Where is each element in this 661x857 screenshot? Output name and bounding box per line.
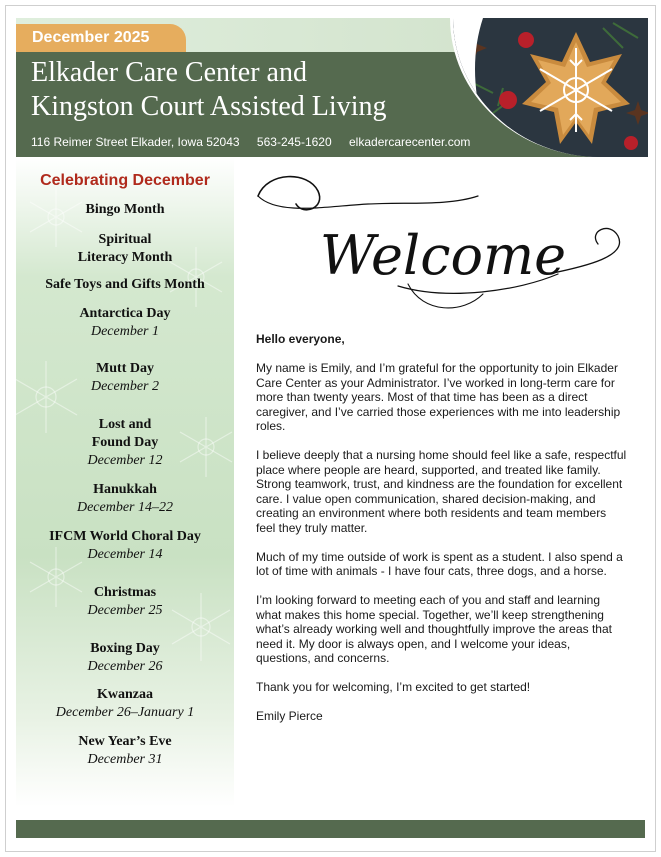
event-lost-and-found-day — [16, 416, 234, 470]
sidebar — [16, 157, 234, 807]
event-ifcm-world-choral-day — [16, 528, 234, 564]
signature: Emily Pierce — [256, 709, 323, 723]
event-title: Mutt Day — [96, 361, 154, 376]
event-bingo-month — [16, 201, 234, 219]
event-date: December 31 — [87, 752, 163, 767]
event-date: December 25 — [87, 603, 163, 618]
event-christmas — [16, 584, 234, 620]
event-title: Bingo Month — [85, 202, 165, 217]
event-title: Boxing Day — [90, 641, 160, 656]
event-title: Literacy Month — [77, 250, 173, 265]
title-line-2: Kingston Court Assisted Living — [31, 91, 387, 122]
event-title: Christmas — [93, 585, 157, 600]
paragraph-intro: My name is Emily, and I’m grateful for the opportunity to join Elkader Care Center as your Administrator. I’ve worked in long-term care for more than twenty years. Most of that time has been as a direct caregiver, and I’ve carried those experiences with me into leadership roles. — [256, 361, 621, 433]
event-kwanzaa — [16, 686, 234, 722]
welcome-script-heading — [248, 166, 638, 316]
date-tab: December 2025 — [16, 24, 186, 52]
phone: 563-245-1620 — [256, 135, 332, 149]
paragraph-personal: Much of my time outside of work is spent as a student. I also spend a lot of time with animals - I have four cats, three dogs, and a horse. — [256, 549, 623, 578]
contact-info — [31, 135, 484, 149]
event-date: December 26 — [87, 659, 163, 674]
footer-bar — [16, 820, 645, 838]
event-safe-toys-month — [16, 276, 234, 294]
greeting: Hello everyone, — [256, 332, 345, 346]
event-date: December 14–22 — [76, 500, 174, 515]
event-date: December 1 — [90, 324, 160, 339]
paragraph-thanks: Thank you for welcoming, I’m excited to get started! — [256, 680, 531, 694]
event-title: IFCM World Choral Day — [49, 529, 201, 544]
event-boxing-day — [16, 640, 234, 676]
event-title: Hanukkah — [93, 482, 157, 497]
event-antarctica-day — [16, 305, 234, 341]
event-date: December 26–January 1 — [55, 705, 195, 720]
event-hanukkah — [16, 481, 234, 517]
newsletter-title — [31, 56, 451, 124]
sidebar-heading: Celebrating December — [40, 172, 210, 189]
event-title: Lost and — [98, 417, 152, 432]
event-title: New Year’s Eve — [78, 734, 172, 749]
event-title: Safe Toys and Gifts Month — [45, 277, 205, 292]
title-line-1: Elkader Care Center and — [31, 57, 307, 88]
paragraph-values: I believe deeply that a nursing home should feel like a safe, respectful place where people are heard, supported, and treated like family. Strong teamwork, trust, and kindness are the foundation for excellent care. I value open communication, shared decision-making, and creating an environment where both residents and team members feel they truly matter. — [256, 448, 627, 535]
event-date: December 12 — [87, 453, 163, 468]
paragraph-looking-forward: I’m looking forward to meeting each of you and staff and learning what makes this home special. Together, we’ll keep strengthening what’s already working well and thoughtfully improve the areas that need it. My door is always open, and I welcome your ideas, questions, and concerns. — [256, 593, 612, 665]
event-title: Kwanzaa — [97, 687, 153, 702]
event-title: Spiritual — [98, 232, 152, 247]
event-title: Antarctica Day — [79, 306, 171, 321]
website: elkadercarecenter.com — [349, 135, 471, 149]
event-spiritual-literacy-month — [16, 231, 234, 267]
event-mutt-day — [16, 360, 234, 396]
event-title: Found Day — [91, 435, 159, 450]
letter-body — [256, 332, 628, 738]
event-date: December 14 — [87, 547, 163, 562]
welcome-script-text: Welcome — [319, 224, 567, 287]
event-date: December 2 — [90, 379, 160, 394]
address: 116 Reimer Street Elkader, Iowa 52043 — [31, 135, 240, 149]
event-new-years-eve — [16, 733, 234, 769]
